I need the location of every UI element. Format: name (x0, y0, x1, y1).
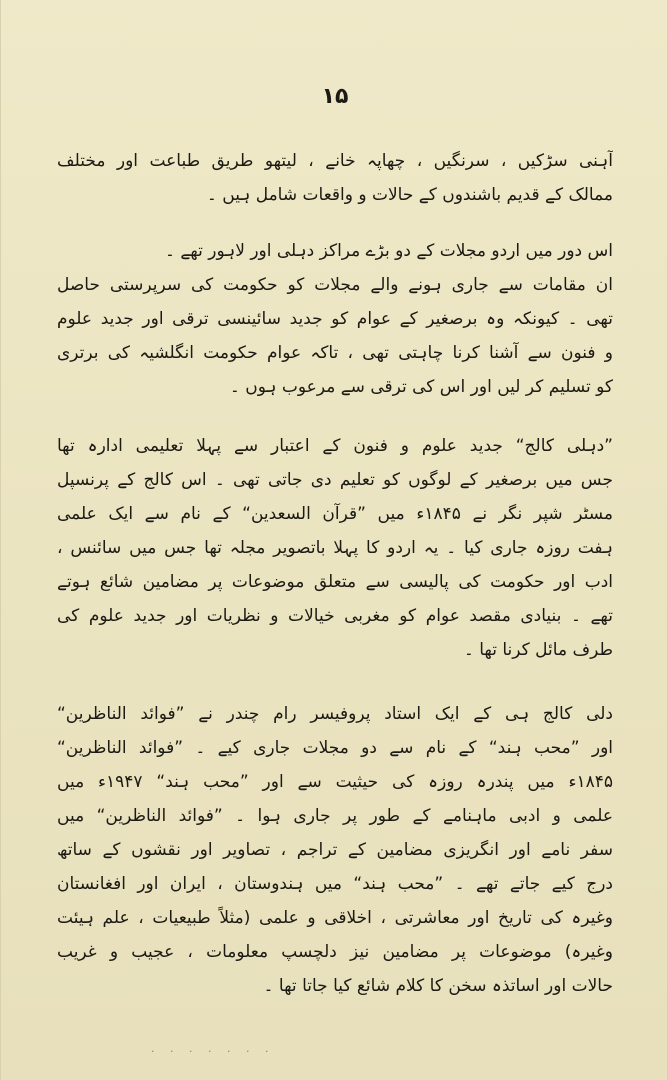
text-line: تھے ۔ بنیادی مقصد عوام کو مغربی خیالات و نظریات اور جدید علوم کی (57, 606, 613, 626)
text-line: جس میں برصغیر کے لوگوں کو تعلیم دی جاتی تھی ۔ اس کالج کے پرنسپل (57, 470, 613, 490)
text-line: وغیرہ) موضوعات پر مضامین نیز دلچسپ معلومات ، عجیب و غریب (57, 942, 613, 962)
text-line: ہفت روزہ جاری کیا ۔ یہ اردو کا پہلا باتصویر مجلہ تھا جس میں سائنس ، (57, 538, 613, 558)
text-line: علمی و ادبی ماہنامے کے طور پر جاری ہوا ۔ ”فوائد الناظرین“ میں (57, 806, 613, 826)
paragraph-1 (57, 144, 613, 212)
text-line: ان مقامات سے جاری ہونے والے مجلات کو حکومت کی سرپرستی حاصل (57, 275, 613, 295)
paragraph-4 (57, 697, 613, 1003)
text-line: دلی کالج ہی کے ایک استاد پروفیسر رام چندر نے ”فوائد الناظرین“ (57, 704, 613, 724)
text-line: اور ”محب ہند“ کے نام سے دو مجلات جاری کیے ۔ ”فوائد الناظرین“ (57, 738, 613, 758)
text-line: مسٹر شپر نگر نے ۱۸۴۵ء میں ”قرآن السعدین“ کے نام سے ایک علمی (57, 504, 613, 524)
paragraph-3 (57, 429, 613, 667)
paragraph-2 (57, 234, 613, 404)
text-line: آہنی سڑکیں ، سرنگیں ، چھاپہ خانے ، لیتھو طریق طباعت اور مختلف (57, 151, 613, 171)
text-line: درج کیے جاتے تھے ۔ ”محب ہند“ میں ہندوستان ، ایران اور افغانستان (57, 874, 613, 894)
text-line: کو تسلیم کر لیں اور اس کی ترقی سے مرعوب ہوں ۔ (229, 377, 613, 397)
text-line: سفر نامے اور انگریزی مضامین کے تراجم ، تصاویر اور نقشوں کے ساتھ (57, 840, 613, 860)
text-line: اس دور میں اردو مجلات کے دو بڑے مراکز دہلی اور لاہور تھے ۔ (164, 241, 613, 261)
text-line: ”دہلی کالج“ جدید علوم و فنون کے اعتبار سے پہلا تعلیمی ادارہ تھا (57, 436, 613, 456)
text-line: حالات اور اساتذہ سخن کا کلام شائع کیا جاتا تھا ۔ (263, 976, 613, 996)
text-line: ادب اور حکومت کی پالیسی سے متعلق موضوعات پر مضامین شائع ہوتے (57, 572, 613, 592)
page-number: ۱۵ (321, 84, 349, 109)
text-line: و فنون سے آشنا کرنا چاہتی تھی ، تاکہ عوام حکومت انگلشیہ کی برتری (57, 343, 613, 363)
text-line: ۱۸۴۵ء میں پندرہ روزہ کی حیثیت سے اور ”محب ہند“ ۱۹۴۷ء میں (57, 772, 613, 792)
text-line: وغیرہ کی تاریخ اور معاشرتی ، اخلاقی و علمی (مثلاً طبیعیات ، علم ہیئت (57, 908, 613, 928)
text-line: ممالک کے قدیم باشندوں کے حالات و واقعات شامل ہیں ۔ (206, 185, 613, 205)
text-line: طرف مائل کرنا تھا ۔ (463, 640, 613, 660)
footer-print-marks: . . . . . . . (151, 1042, 275, 1055)
text-line: تھی ۔ کیونکہ وہ برصغیر کے عوام کو جدید سائینسی ترقی اور جدید علوم (57, 309, 613, 329)
